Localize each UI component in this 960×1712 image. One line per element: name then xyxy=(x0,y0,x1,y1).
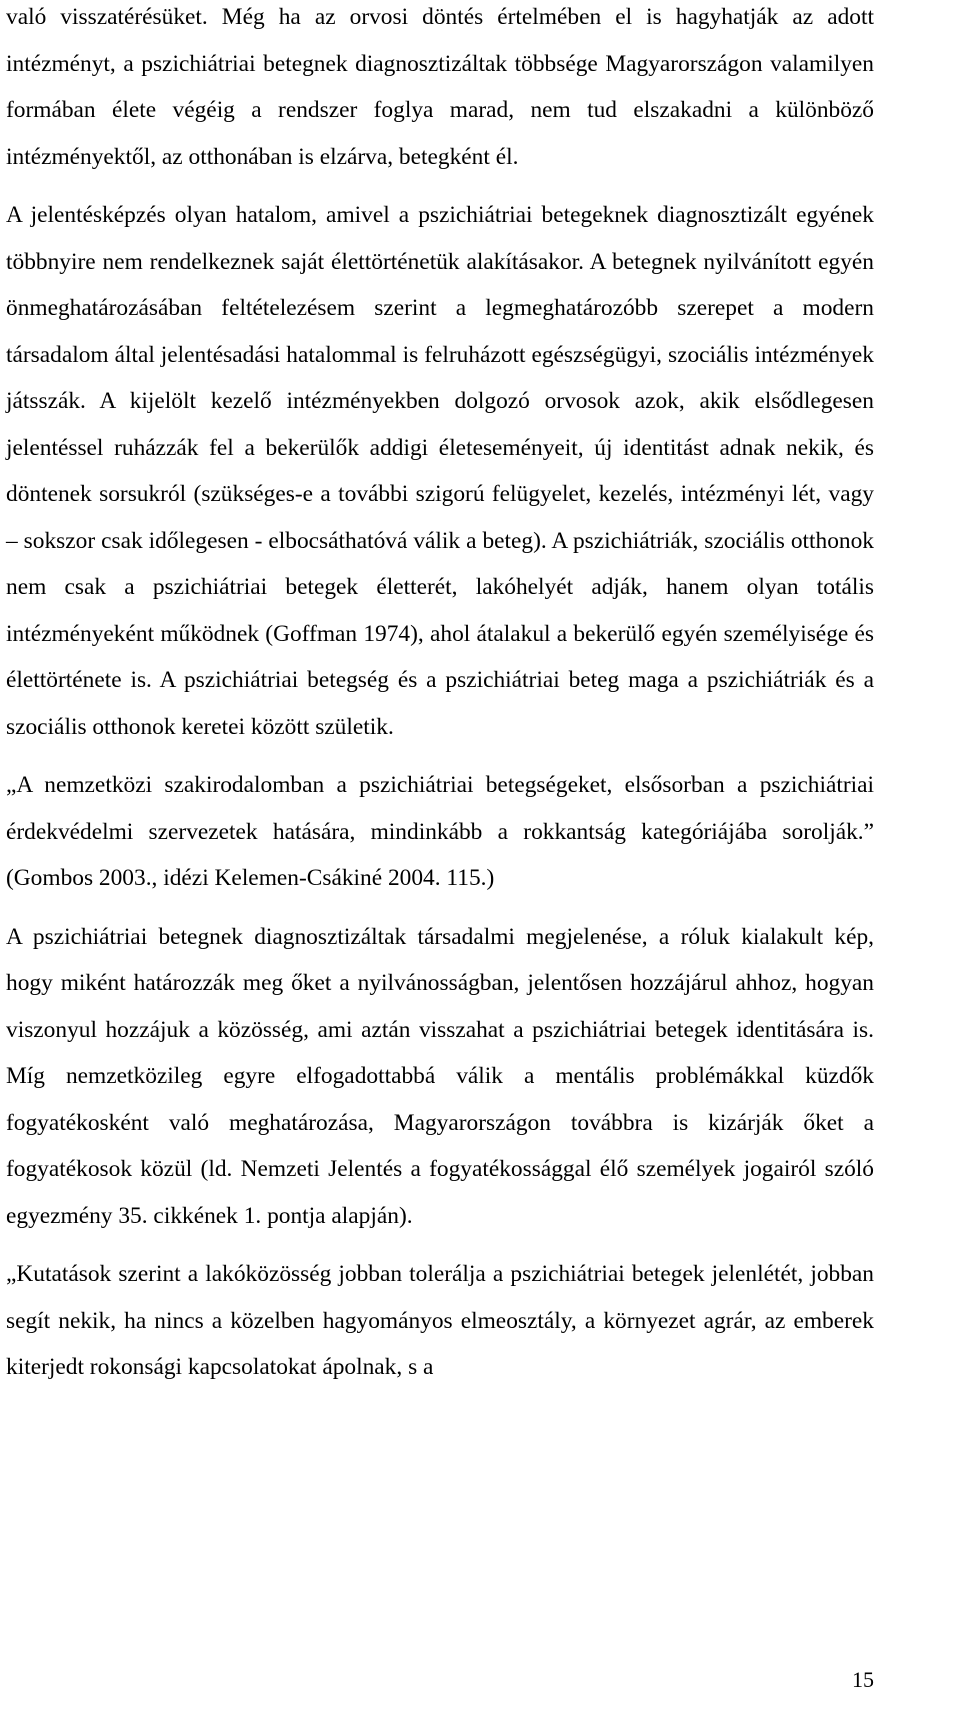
paragraph-2: A jelentésképzés olyan hatalom, amivel a pszichiátriai betegeknek diagnosztizált egyének többnyire nem rendelkeznek saját élettörténetük alakításakor. A betegnek nyilvánított egyén önmeghatározásában feltételezésem szerint a legmeghatározóbb szerepet a modern társadalom által jelentésadási hatalommal is felruházott egészségügyi, szociális intézmények játsszák. A kijelölt kezelő intézményekben dolgozó orvosok azok, akik elsődlegesen jelentéssel ruházzák fel a bekerülők addigi életeseményeit, új identitást adnak nekik, és döntenek sorsukról (szükséges-e a további szigorú felügyelet, kezelés, intézményi lét, vagy – sokszor csak időlegesen - elbocsáthatóvá válik a beteg). A pszichiátriák, szociális otthonok nem csak a pszichiátriai betegek életterét, lakóhelyét adják, hanem olyan totális intézményeként működnek (Goffman 1974), ahol átalakul a bekerülő egyén személyisége és élettörténete is. A pszichiátriai betegség és a pszichiátriai beteg maga a pszichiátriák és a szociális otthonok keretei között születik. xyxy=(6,202,874,740)
page-number: 15 xyxy=(852,1667,874,1692)
paragraph-4: A pszichiátriai betegnek diagnosztizáltak társadalmi megjelenése, a róluk kialakult kép, hogy miként határozzák meg őket a nyilvánosságban, jelentősen hozzájárul ahhoz, hogyan viszonyul hozzájuk a közösség, ami aztán visszahat a pszichiátriai betegek identitására is. Míg nemzetközileg egyre elfogadottabbá válik a mentális problémákkal küzdők fogyatékosként való meghatározása, Magyarországon továbbra is kizárják őket a fogyatékosok közül (ld. Nemzeti Jelentés a fogyatékossággal élő személyek jogairól szóló egyezmény 35. cikkének 1. pontja alapján). xyxy=(6,923,874,1229)
paragraph-5-quote: „Kutatások szerint a lakóközösség jobban tolerálja a pszichiátriai betegek jelenlétét, jobban segít nekik, ha nincs a közelben hagyományos elmeosztály, a környezet agrár, az emberek kiterjedt rokonsági kapcsolatokat ápolnak, s a xyxy=(6,1261,874,1380)
paragraph-3-quote: „A nemzetközi szakirodalomban a pszichiátriai betegségeket, elsősorban a pszichiátriai érdekvédelmi szervezetek hatására, mindinkább a rokkantság kategóriájába sorolják.” (Gombos 2003., idézi Kelemen-Csákiné 2004. 115.) xyxy=(6,772,874,891)
document-page xyxy=(6,0,874,1391)
paragraph-1: való visszatérésüket. Még ha az orvosi döntés értelmében el is hagyhatják az adott intézményt, a pszichiátriai betegnek diagnosztizáltak többsége Magyarországon valamilyen formában élete végéig a rendszer foglya marad, nem tud elszakadni a különböző intézményektől, az otthonában is elzárva, betegként él. xyxy=(6,4,874,170)
